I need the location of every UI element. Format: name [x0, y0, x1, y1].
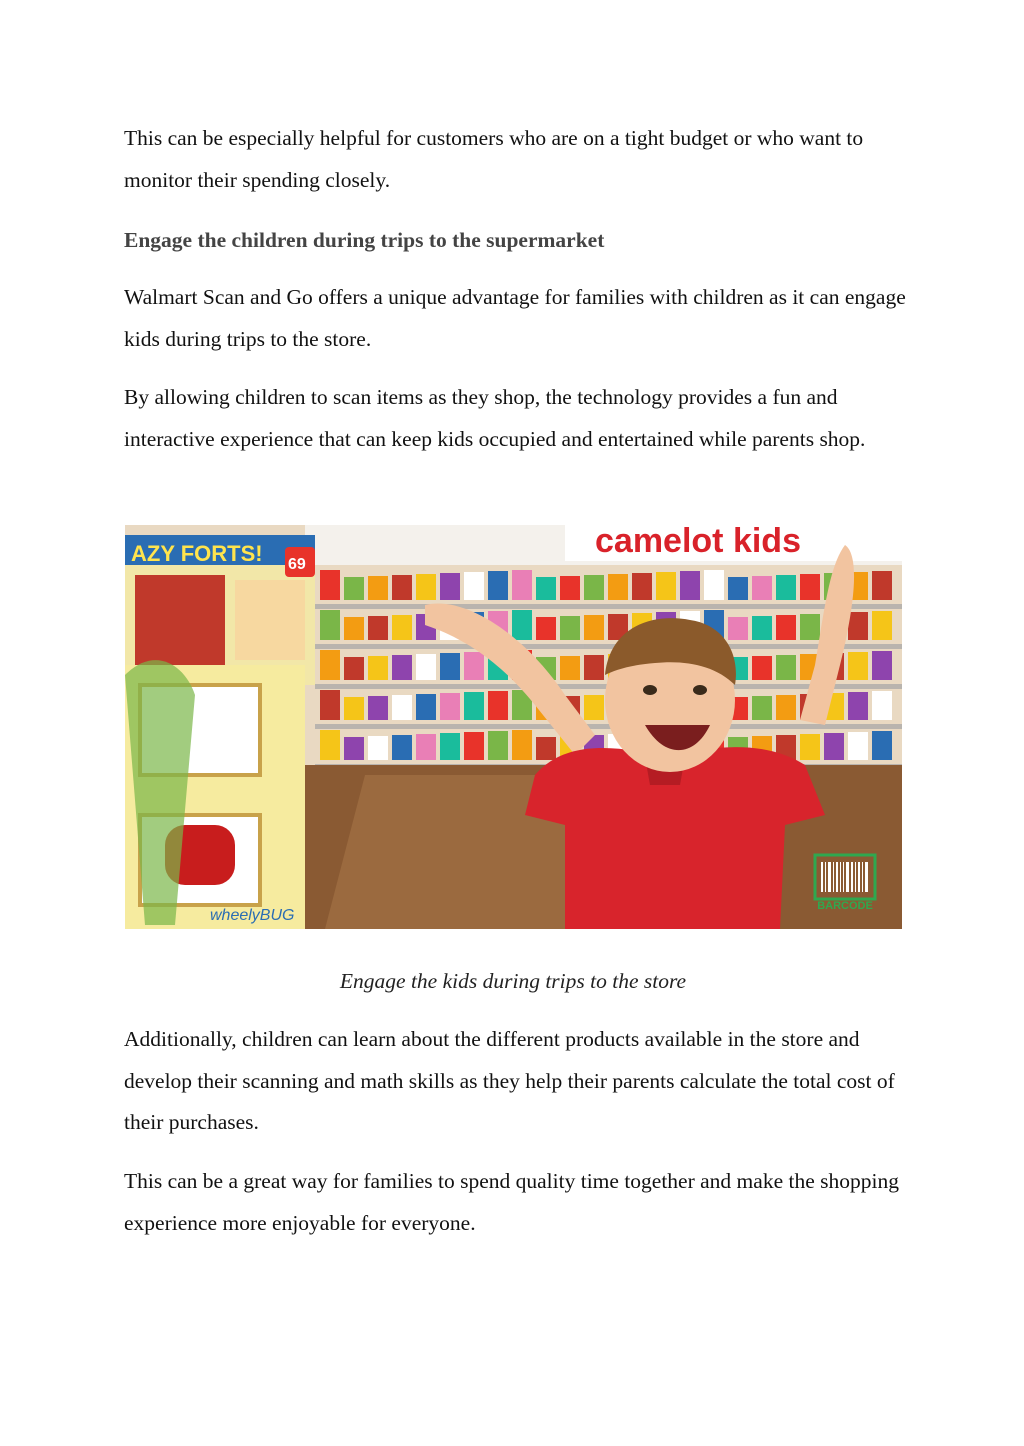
section-heading: Engage the children during trips to the supermarket: [124, 228, 605, 252]
paragraph-advantage: Walmart Scan and Go offers a unique advantage for families with children as it can engage kids during trips to the store.: [124, 285, 906, 351]
toy-brand-text: wheelyBUG: [210, 907, 295, 924]
paragraph-scan-items: By allowing children to scan items as they shop, the technology provides a fun and interactive experience that can keep kids occupied and entertained while parents shop.: [124, 385, 866, 451]
kid-in-toy-store-photo: [125, 525, 902, 929]
paragraph-budget: This can be especially helpful for customers who are on a tight budget or who want to monitor their spending closely.: [124, 126, 864, 192]
store-sign-text: camelot kids: [595, 525, 801, 560]
box-number-text: 69: [288, 556, 306, 573]
paragraph-quality-time: This can be a great way for families to spend quality time together and make the shopping experience more enjoyable for everyone.: [124, 1169, 899, 1235]
box-brand-text: AZY FORTS!: [131, 541, 263, 566]
image-caption: Engage the kids during trips to the store: [339, 969, 687, 993]
paragraph-learning: Additionally, children can learn about the different products available in the store and develop their scanning and math skills as they help their parents calculate the total cost of their purchases.: [124, 1027, 895, 1134]
barcode-logo-text: BARCODE: [817, 900, 873, 912]
